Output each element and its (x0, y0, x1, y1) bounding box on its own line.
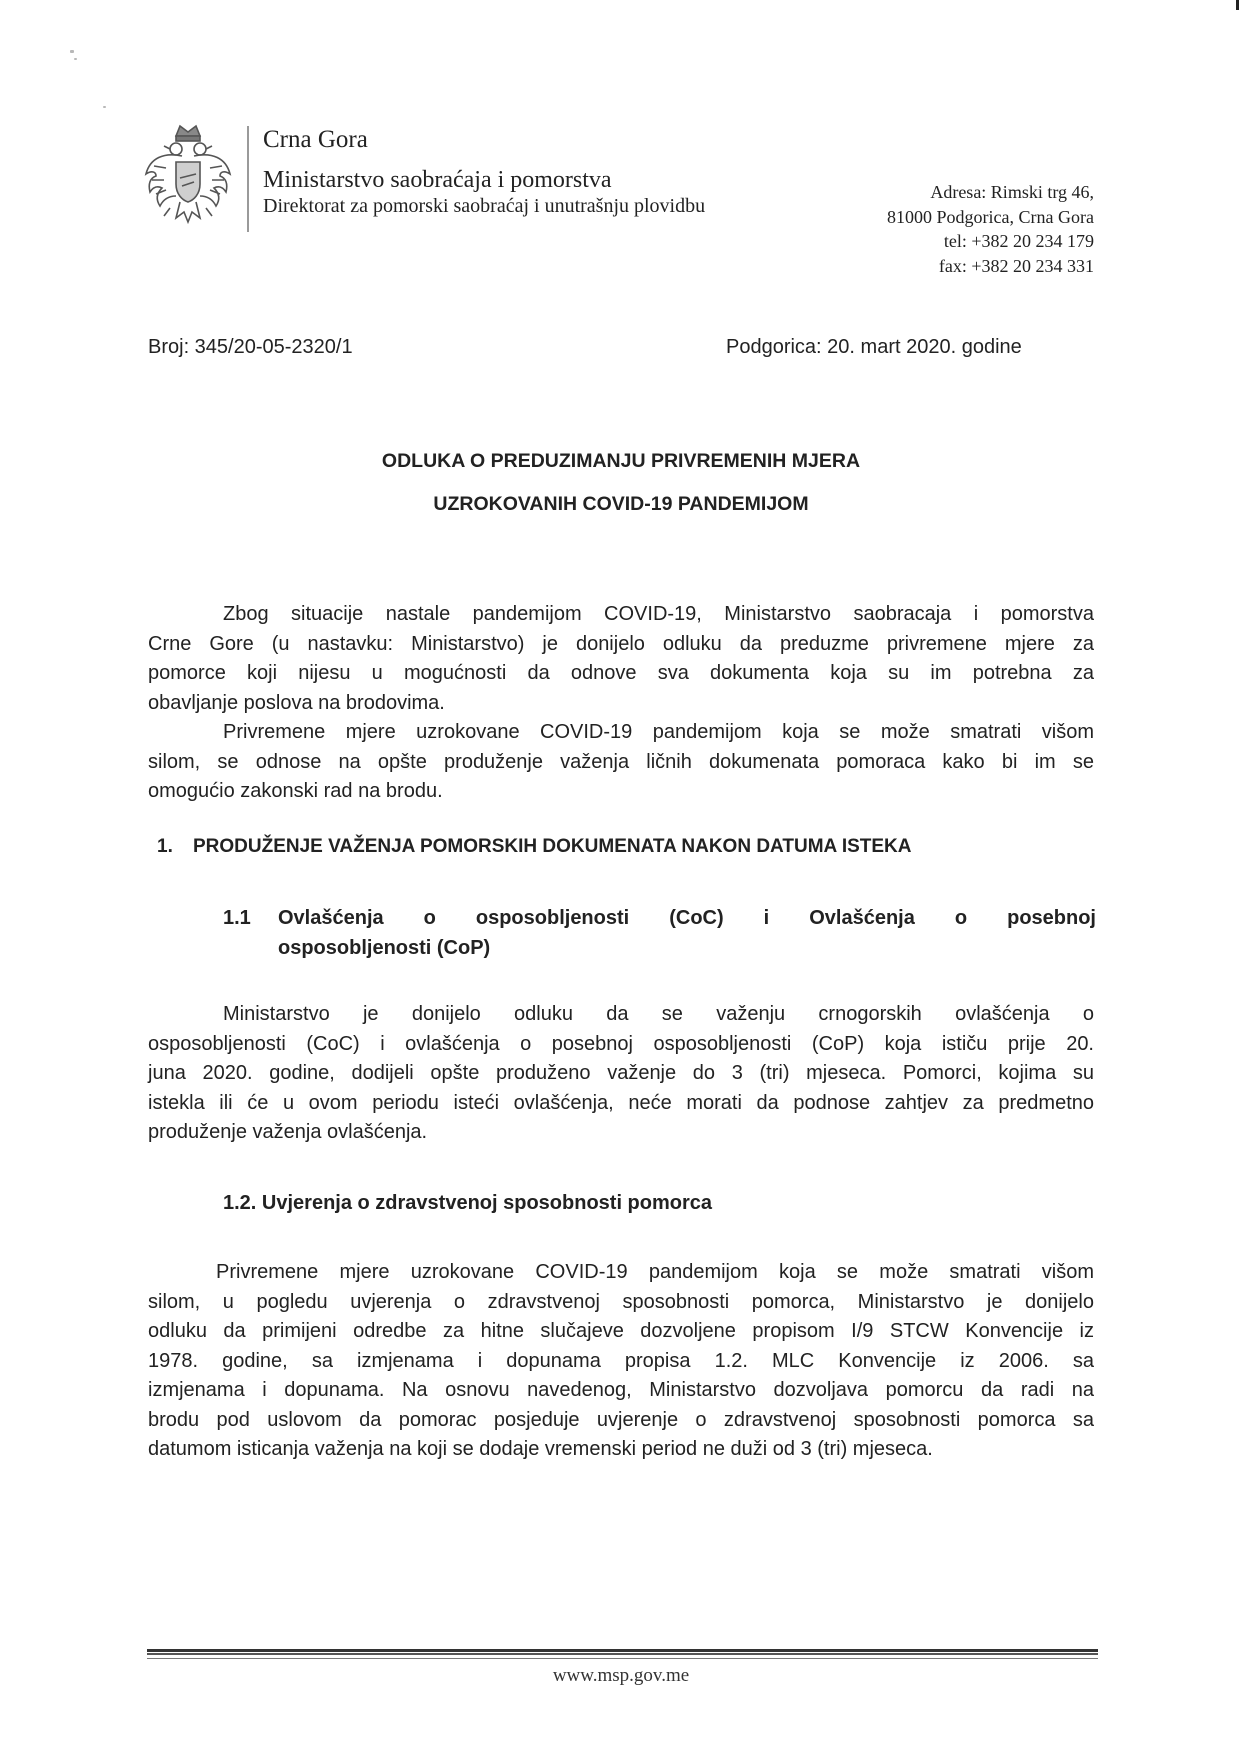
subsection-1-2-heading: 1.2. Uvjerenja o zdravstvenoj sposobnosti pomorca (223, 1192, 713, 1214)
header-divider (247, 126, 249, 232)
document-title-line-1: ODLUKA O PREDUZIMANJU PRIVREMENIH MJERA (381, 450, 861, 472)
subsection-title (278, 904, 1096, 963)
text-line: odluku da primijeni odredbe za hitne slučajeve dozvoljene propisom I/9 STCW Konvencije iz (148, 1320, 1094, 1342)
subsection-number: 1.1 (223, 907, 251, 929)
scan-speck (103, 106, 106, 108)
section-title: PRODUŽENJE VAŽENJA POMORSKIH DOKUMENATA NAKON DATUMA ISTEKA (193, 836, 912, 857)
coat-of-arms-icon (142, 122, 234, 230)
text-line: izmjenama i dopunama. Na osnovu navedenog, Ministarstvo dozvoljava pomorcu da radi na (148, 1379, 1094, 1401)
text-line: omogućio zakonski rad na brodu. (148, 780, 443, 802)
footer-rule (147, 1649, 1098, 1655)
intro-paragraph-2 (148, 718, 1094, 807)
document-title-line-2: UZROKOVANIH COVID-19 PANDEMIJOM (433, 493, 809, 515)
text-line: produženje važenja ovlašćenja. (148, 1121, 428, 1143)
text-line: obavljanje poslova na brodovima. (148, 691, 445, 714)
text-line: silom, u pogledu uvjerenja o zdravstvenoj sposobnosti pomorca, Ministarstvo je donijelo (148, 1290, 1094, 1313)
text-line: osposobljenosti (CoP) (278, 936, 491, 959)
directorate-name: Direktorat za pomorski saobraćaj i unutrašnju plovidbu (263, 195, 706, 217)
scan-mark (1236, 0, 1239, 10)
text-line: Privremene mjere uzrokovane COVID-19 pandemijom koja se može smatrati višom (223, 721, 1094, 743)
text-line: Zbog situacije nastale pandemijom COVID-19, Ministarstvo saobracaja i pomorstva (223, 603, 1094, 625)
text-line: Privremene mjere uzrokovane COVID-19 pandemijom koja se može smatrati višom (216, 1261, 1094, 1283)
text-line: brodu pod uslovom da pomorac posjeduje uvjerenje o zdravstvenoj sposobnosti pomorca sa (148, 1408, 1094, 1431)
scan-speck (74, 58, 77, 60)
text-line: silom, se odnose na opšte produženje važenja ličnih dokumenata pomoraca kako bi im se (148, 750, 1094, 773)
subsection-1-2-body (148, 1258, 1094, 1465)
section-1-heading (157, 836, 912, 858)
text-line: datumom isticanja važenja na koji se dodaje vremenski period ne duži od 3 (tri) mjeseca. (148, 1438, 933, 1460)
country-name: Crna Gora (263, 126, 368, 153)
address-line: Adresa: Rimski trg 46, (930, 182, 1094, 202)
intro-paragraph-1 (148, 600, 1094, 718)
address-block (887, 180, 1094, 278)
text-line: istekla ili će u ovom periodu isteći ovlašćenja, neće morati da podnose zahtjev za predmetno (148, 1091, 1094, 1114)
text-line: juna 2020. godine, dodijeli opšte produženo važenje do 3 (tri) mjeseca. Pomorci, kojima su (148, 1062, 1094, 1084)
text-line: pomorce koji nijesu u mogućnosti da odnove sva dokumenta koja su im potrebna za (148, 662, 1094, 684)
text-line: osposobljenosti (CoC) i ovlašćenja o posebnoj osposobljenosti (CoP) koja ističu prije 20. (148, 1032, 1094, 1055)
section-number: 1. (157, 836, 173, 857)
footer-rule-thin (147, 1658, 1098, 1659)
text-line: Ministarstvo je donijelo odluku da se važenju crnogorskih ovlašćenja o (223, 1003, 1094, 1025)
ministry-name: Ministarstvo saobraćaja i pomorstva (263, 167, 612, 193)
subsection-1-1-body (148, 1000, 1094, 1148)
telephone: tel: +382 20 234 179 (943, 231, 1094, 251)
text-line: Crne Gore (u nastavku: Ministarstvo) je donijelo odluku da preduzme privremene mjere za (148, 632, 1094, 655)
header-institution (263, 124, 705, 218)
text-line: 1978. godine, sa izmjenama i dopunama propisa 1.2. MLC Konvencije iz 2006. sa (148, 1349, 1094, 1372)
place-and-date: Podgorica: 20. mart 2020. godine (726, 336, 1022, 358)
address-city: 81000 Podgorica, Crna Gora (887, 206, 1094, 227)
text-line: Ovlašćenja o osposobljenosti (CoC) i Ovlašćenja o posebnoj (278, 907, 1096, 929)
document-number: Broj: 345/20-05-2320/1 (148, 336, 353, 358)
footer-website: www.msp.gov.me (552, 1665, 690, 1686)
fax: fax: +382 20 234 331 (938, 255, 1094, 276)
scan-speck (70, 50, 74, 53)
